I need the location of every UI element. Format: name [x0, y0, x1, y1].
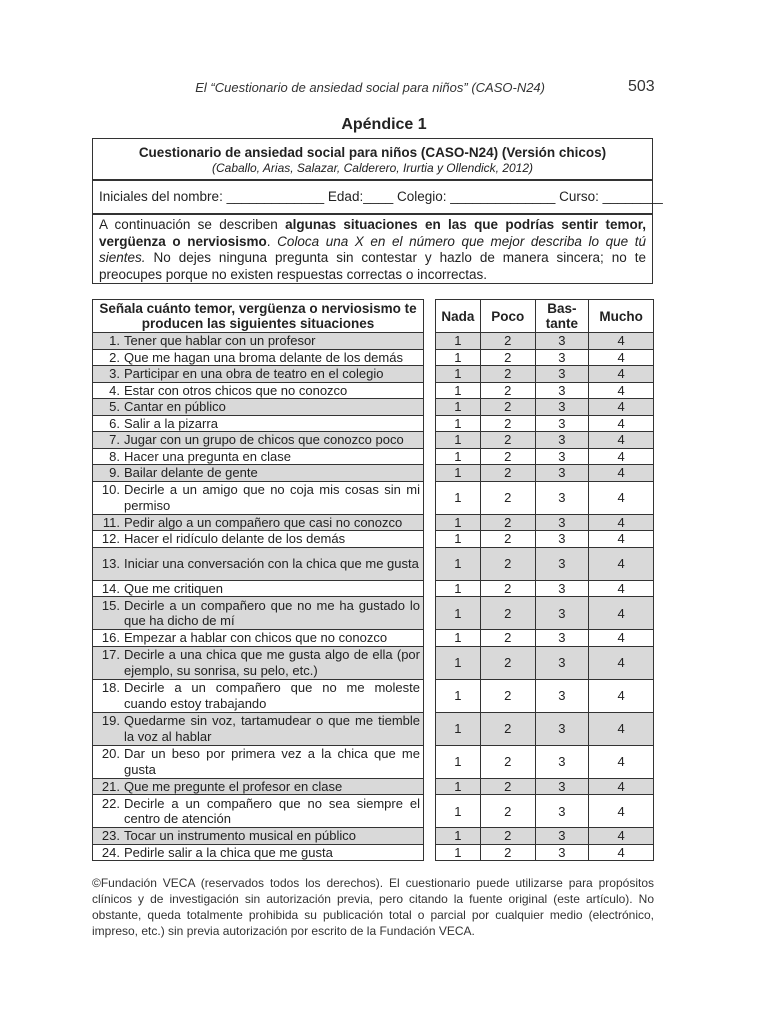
scale-option-3[interactable]: 3: [535, 465, 589, 482]
scale-option-2[interactable]: 2: [480, 597, 535, 630]
scale-option-3[interactable]: 3: [535, 415, 589, 432]
scale-option-4[interactable]: 4: [589, 366, 654, 383]
scale-option-1[interactable]: 1: [436, 514, 481, 531]
table-row: [93, 333, 424, 350]
scale-option-3[interactable]: 3: [535, 712, 589, 745]
scale-row: [436, 712, 654, 745]
item-cell: [93, 366, 424, 383]
table-row: [93, 828, 424, 845]
item-text: Participar en una obra de teatro en el colegio: [124, 366, 384, 381]
scale-option-4[interactable]: 4: [589, 514, 654, 531]
item-text: Empezar a hablar con chicos que no conozco: [124, 630, 388, 645]
scale-option-1[interactable]: 1: [436, 646, 481, 679]
item-text: Hacer una pregunta en clase: [124, 448, 291, 464]
scale-option-4[interactable]: 4: [589, 679, 654, 712]
scale-option-1[interactable]: 1: [436, 597, 481, 630]
scale-option-4[interactable]: 4: [589, 547, 654, 580]
scale-option-3[interactable]: 3: [535, 432, 589, 449]
table-row: [93, 432, 424, 449]
scale-option-4[interactable]: 4: [589, 465, 654, 482]
questionnaire-title-box: [92, 138, 653, 180]
item-text: Decirle a un compañero que no me ha gustado lo que ha dicho de mí: [124, 597, 420, 628]
scale-row: [436, 630, 654, 647]
item-cell: [93, 844, 424, 861]
scale-option-4[interactable]: 4: [589, 778, 654, 795]
scale-row: [436, 465, 654, 482]
table-row: [93, 547, 424, 580]
scale-option-2[interactable]: 2: [480, 382, 535, 399]
item-number: 8.: [109, 448, 120, 464]
item-number: 5.: [109, 399, 120, 414]
item-number: 15.: [101, 597, 120, 613]
scale-option-2[interactable]: 2: [480, 844, 535, 861]
scale-option-1[interactable]: 1: [436, 795, 481, 828]
scale-option-3[interactable]: 3: [535, 333, 589, 350]
scale-option-1[interactable]: 1: [436, 712, 481, 745]
scale-option-2[interactable]: 2: [480, 465, 535, 482]
scale-option-2[interactable]: 2: [480, 547, 535, 580]
item-text: Decirle a una chica que me gusta algo de ella (por ejemplo, su sonrisa, su pelo, etc.): [124, 647, 420, 678]
scale-option-3[interactable]: 3: [535, 349, 589, 366]
item-cell: [93, 514, 424, 531]
item-number: 21.: [101, 778, 120, 794]
scale-option-1[interactable]: 1: [436, 531, 481, 548]
table-row: [93, 531, 424, 548]
scale-row: [436, 679, 654, 712]
scale-option-1[interactable]: 1: [436, 547, 481, 580]
scale-option-4[interactable]: 4: [589, 646, 654, 679]
table-row: [93, 844, 424, 861]
table-row: [93, 382, 424, 399]
item-text: Pedir algo a un compañero que casi no conozco: [124, 514, 403, 530]
scale-option-1[interactable]: 1: [436, 349, 481, 366]
item-number: 18.: [101, 680, 120, 695]
item-cell: [93, 399, 424, 416]
item-text: Que me critiquen: [124, 580, 223, 596]
scale-option-4[interactable]: 4: [589, 712, 654, 745]
scale-option-4[interactable]: 4: [589, 828, 654, 845]
scale-row: [436, 349, 654, 366]
scale-row: [436, 531, 654, 548]
item-text: Salir a la pizarra: [124, 415, 218, 431]
scale-option-2[interactable]: 2: [480, 448, 535, 465]
scale-option-3[interactable]: 3: [535, 795, 589, 828]
scale-row: [436, 547, 654, 580]
item-number: 13.: [101, 555, 120, 571]
scale-option-3[interactable]: 3: [535, 531, 589, 548]
scale-option-4[interactable]: 4: [589, 349, 654, 366]
item-number: 23.: [101, 828, 120, 843]
item-number: 7.: [109, 432, 120, 447]
scale-option-2[interactable]: 2: [480, 415, 535, 432]
scale-option-4[interactable]: 4: [589, 333, 654, 350]
item-text: Iniciar una conversación con la chica que me gusta: [124, 555, 419, 571]
item-number: 24.: [101, 844, 120, 860]
scale-option-3[interactable]: 3: [535, 481, 589, 514]
item-text: Decirle a un compañero que no sea siempre el centro de atención: [124, 795, 420, 826]
item-text: Tocar un instrumento musical en público: [124, 828, 356, 843]
scale-row: [436, 366, 654, 383]
scale-option-3[interactable]: 3: [535, 382, 589, 399]
scale-option-1[interactable]: 1: [436, 580, 481, 597]
item-text: Cantar en público: [124, 399, 226, 414]
scale-option-1[interactable]: 1: [436, 828, 481, 845]
scale-option-3[interactable]: 3: [535, 366, 589, 383]
scale-option-4[interactable]: 4: [589, 745, 654, 778]
item-number: 10.: [101, 482, 120, 497]
appendix-title: Apéndice 1: [341, 116, 427, 133]
scale-row: [436, 333, 654, 350]
scale-option-3[interactable]: 3: [535, 679, 589, 712]
item-cell: [93, 597, 424, 630]
instructions-bold: algunas situaciones en las que podrías sentir temor, vergüenza o nerviosismo: [99, 217, 646, 249]
questionnaire-authors: (Caballo, Arias, Salazar, Calderero, Irurtia y Ollendick, 2012): [211, 161, 534, 175]
scale-header-3: Bas- tante: [535, 300, 589, 333]
item-cell: [93, 712, 424, 745]
table-row: [93, 712, 424, 745]
scale-option-4[interactable]: 4: [589, 630, 654, 647]
scale-header-4: Mucho: [589, 300, 654, 333]
item-cell: [93, 432, 424, 449]
scale-option-2[interactable]: 2: [480, 514, 535, 531]
item-cell: [93, 349, 424, 366]
instructions-text-2: .: [266, 233, 278, 249]
scale-option-1[interactable]: 1: [436, 399, 481, 416]
scale-option-2[interactable]: 2: [480, 778, 535, 795]
running-head: El “Cuestionario de ansiedad social para niños” (CASO-N24): [195, 80, 545, 95]
scale-option-3[interactable]: 3: [535, 547, 589, 580]
scale-option-4[interactable]: 4: [589, 531, 654, 548]
scale-option-4[interactable]: 4: [589, 382, 654, 399]
item-number: 11.: [102, 514, 120, 530]
scale-option-1[interactable]: 1: [436, 382, 481, 399]
item-number: 6.: [109, 415, 120, 431]
item-cell: [93, 481, 424, 514]
item-number: 3.: [109, 366, 120, 381]
table-row: [93, 349, 424, 366]
scale-option-2[interactable]: 2: [480, 646, 535, 679]
scale-header-2: Poco: [480, 300, 535, 333]
table-row: [93, 465, 424, 482]
item-cell: [93, 531, 424, 548]
scale-row: [436, 481, 654, 514]
item-cell: [93, 630, 424, 647]
scale-option-2[interactable]: 2: [480, 828, 535, 845]
questionnaire-title: Cuestionario de ansiedad social para niños (CASO-N24) (Versión chicos): [138, 145, 607, 160]
scale-option-2[interactable]: 2: [480, 795, 535, 828]
item-text: Pedirle salir a la chica que me gusta: [124, 844, 333, 860]
scale-option-3[interactable]: 3: [535, 514, 589, 531]
scale-option-4[interactable]: 4: [589, 844, 654, 861]
item-text: Estar con otros chicos que no conozco: [124, 382, 348, 398]
scale-option-2[interactable]: 2: [480, 745, 535, 778]
scale-option-4[interactable]: 4: [589, 795, 654, 828]
scale-option-4[interactable]: 4: [589, 481, 654, 514]
item-cell: [93, 646, 424, 679]
table-row: [93, 580, 424, 597]
scale-option-3[interactable]: 3: [535, 580, 589, 597]
item-text: Quedarme sin voz, tartamudear o que me tiemble la voz al hablar: [124, 713, 420, 744]
scale-option-4[interactable]: 4: [589, 415, 654, 432]
scale-row: [436, 382, 654, 399]
item-number: 17.: [101, 647, 120, 662]
instructions-text-1: A continuación se describen: [99, 217, 286, 232]
scale-row: [436, 580, 654, 597]
scale-option-2[interactable]: 2: [480, 679, 535, 712]
item-number: 9.: [109, 465, 120, 480]
item-cell: [93, 580, 424, 597]
scale-row: [436, 432, 654, 449]
table-row: [93, 795, 424, 828]
scale-option-3[interactable]: 3: [535, 448, 589, 465]
scale-row: [436, 828, 654, 845]
scale-option-1[interactable]: 1: [436, 844, 481, 861]
scale-option-3[interactable]: 3: [535, 745, 589, 778]
scale-option-3[interactable]: 3: [535, 630, 589, 647]
copyright-footer: ©Fundación VECA (reservados todos los derechos). El cuestionario puede utilizarse para propósitos clínicos y de investigación sin autorización previa, pero citando la fuente original (este artículo). No obstante, queda totalmente prohibida su publicación total o parcial por cualquier medio (electrónico, impreso, etc.) sin previa autorización por escrito de la Fundación VECA.: [92, 876, 654, 938]
table-row: [93, 514, 424, 531]
scale-option-2[interactable]: 2: [480, 481, 535, 514]
items-table: [92, 299, 424, 861]
scale-option-2[interactable]: 2: [480, 366, 535, 383]
item-text: Decirle a un amigo que no coja mis cosas sin mi permiso: [124, 482, 420, 513]
table-row: [93, 399, 424, 416]
scale-row: [436, 415, 654, 432]
scale-option-2[interactable]: 2: [480, 349, 535, 366]
item-cell: [93, 745, 424, 778]
table-row: [93, 448, 424, 465]
scale-option-1[interactable]: 1: [436, 630, 481, 647]
item-cell: [93, 828, 424, 845]
scale-option-4[interactable]: 4: [589, 448, 654, 465]
item-number: 4.: [109, 382, 120, 398]
scale-option-2[interactable]: 2: [480, 432, 535, 449]
scale-row: [436, 597, 654, 630]
item-cell: [93, 333, 424, 350]
item-text: Jugar con un grupo de chicos que conozco poco: [124, 432, 404, 447]
scale-option-2[interactable]: 2: [480, 399, 535, 416]
scale-option-1[interactable]: 1: [436, 432, 481, 449]
item-number: 14.: [101, 580, 120, 596]
item-cell: [93, 795, 424, 828]
item-number: 19.: [101, 713, 120, 728]
scale-row: [436, 844, 654, 861]
scale-row: [436, 514, 654, 531]
scale-option-3[interactable]: 3: [535, 399, 589, 416]
scale-option-1[interactable]: 1: [436, 481, 481, 514]
instructions-text-3: No dejes ninguna pregunta sin contestar y hazlo de manera sincera; no te preocupes porque no existen respuestas correctas o incorrectas.: [99, 250, 646, 282]
table-row: [93, 778, 424, 795]
scale-option-1[interactable]: 1: [436, 465, 481, 482]
scale-option-3[interactable]: 3: [535, 844, 589, 861]
item-text: Hacer el ridículo delante de los demás: [124, 531, 346, 546]
item-text: Bailar delante de gente: [124, 465, 258, 480]
item-number: 22.: [101, 795, 120, 811]
table-row: [93, 481, 424, 514]
table-row: [93, 597, 424, 630]
item-text: Tener que hablar con un profesor: [124, 333, 316, 348]
scale-option-1[interactable]: 1: [436, 366, 481, 383]
item-number: 1.: [109, 333, 120, 348]
table-row: [93, 630, 424, 647]
item-cell: [93, 679, 424, 712]
table-row: [93, 366, 424, 383]
item-text: Que me pregunte el profesor en clase: [124, 778, 343, 794]
page-number: 503: [628, 78, 655, 95]
table-row: [93, 745, 424, 778]
scale-header-1: Nada: [436, 300, 481, 333]
respondent-fields: Iniciales del nombre: _____________ Edad:____ Colegio: ______________ Curso: ________: [92, 180, 653, 214]
scale-option-1[interactable]: 1: [436, 415, 481, 432]
scale-row: [436, 778, 654, 795]
scale-option-2[interactable]: 2: [480, 580, 535, 597]
scale-option-1[interactable]: 1: [436, 745, 481, 778]
item-cell: [93, 415, 424, 432]
scale-row: [436, 795, 654, 828]
scale-option-1[interactable]: 1: [436, 679, 481, 712]
item-number: 12.: [101, 531, 120, 546]
scale-option-3[interactable]: 3: [535, 597, 589, 630]
scale-option-2[interactable]: 2: [480, 712, 535, 745]
scale-option-3[interactable]: 3: [535, 646, 589, 679]
item-cell: [93, 465, 424, 482]
item-cell: [93, 778, 424, 795]
instructions-italic: Coloca una X en el número que mejor describa lo que tú sientes.: [99, 233, 646, 265]
item-cell: [93, 547, 424, 580]
scale-row: [436, 448, 654, 465]
item-text: Dar un beso por primera vez a la chica que me gusta: [124, 746, 420, 777]
scale-option-3[interactable]: 3: [535, 778, 589, 795]
scale-table: [435, 299, 654, 861]
scale-option-1[interactable]: 1: [436, 448, 481, 465]
scale-option-4[interactable]: 4: [589, 580, 654, 597]
scale-option-3[interactable]: 3: [535, 828, 589, 845]
scale-row: [436, 646, 654, 679]
scale-row: [436, 399, 654, 416]
table-row: [93, 646, 424, 679]
scale-option-2[interactable]: 2: [480, 333, 535, 350]
item-cell: [93, 382, 424, 399]
item-number: 2.: [109, 349, 120, 365]
table-row: [93, 415, 424, 432]
scale-option-4[interactable]: 4: [589, 399, 654, 416]
scale-option-2[interactable]: 2: [480, 630, 535, 647]
item-number: 16.: [101, 630, 120, 645]
item-cell: [93, 448, 424, 465]
item-text: Decirle a un compañero que no me moleste cuando estoy trabajando: [124, 680, 420, 711]
scale-option-4[interactable]: 4: [589, 432, 654, 449]
items-header: Señala cuánto temor, vergüenza o nerviosismo te producen las siguientes situaciones: [93, 300, 424, 333]
item-text: Que me hagan una broma delante de los demás: [124, 349, 403, 365]
scale-option-2[interactable]: 2: [480, 531, 535, 548]
scale-option-1[interactable]: 1: [436, 778, 481, 795]
item-number: 20.: [101, 746, 120, 761]
scale-row: [436, 745, 654, 778]
instructions-box: [92, 214, 653, 284]
scale-option-4[interactable]: 4: [589, 597, 654, 630]
scale-option-1[interactable]: 1: [436, 333, 481, 350]
table-row: [93, 679, 424, 712]
